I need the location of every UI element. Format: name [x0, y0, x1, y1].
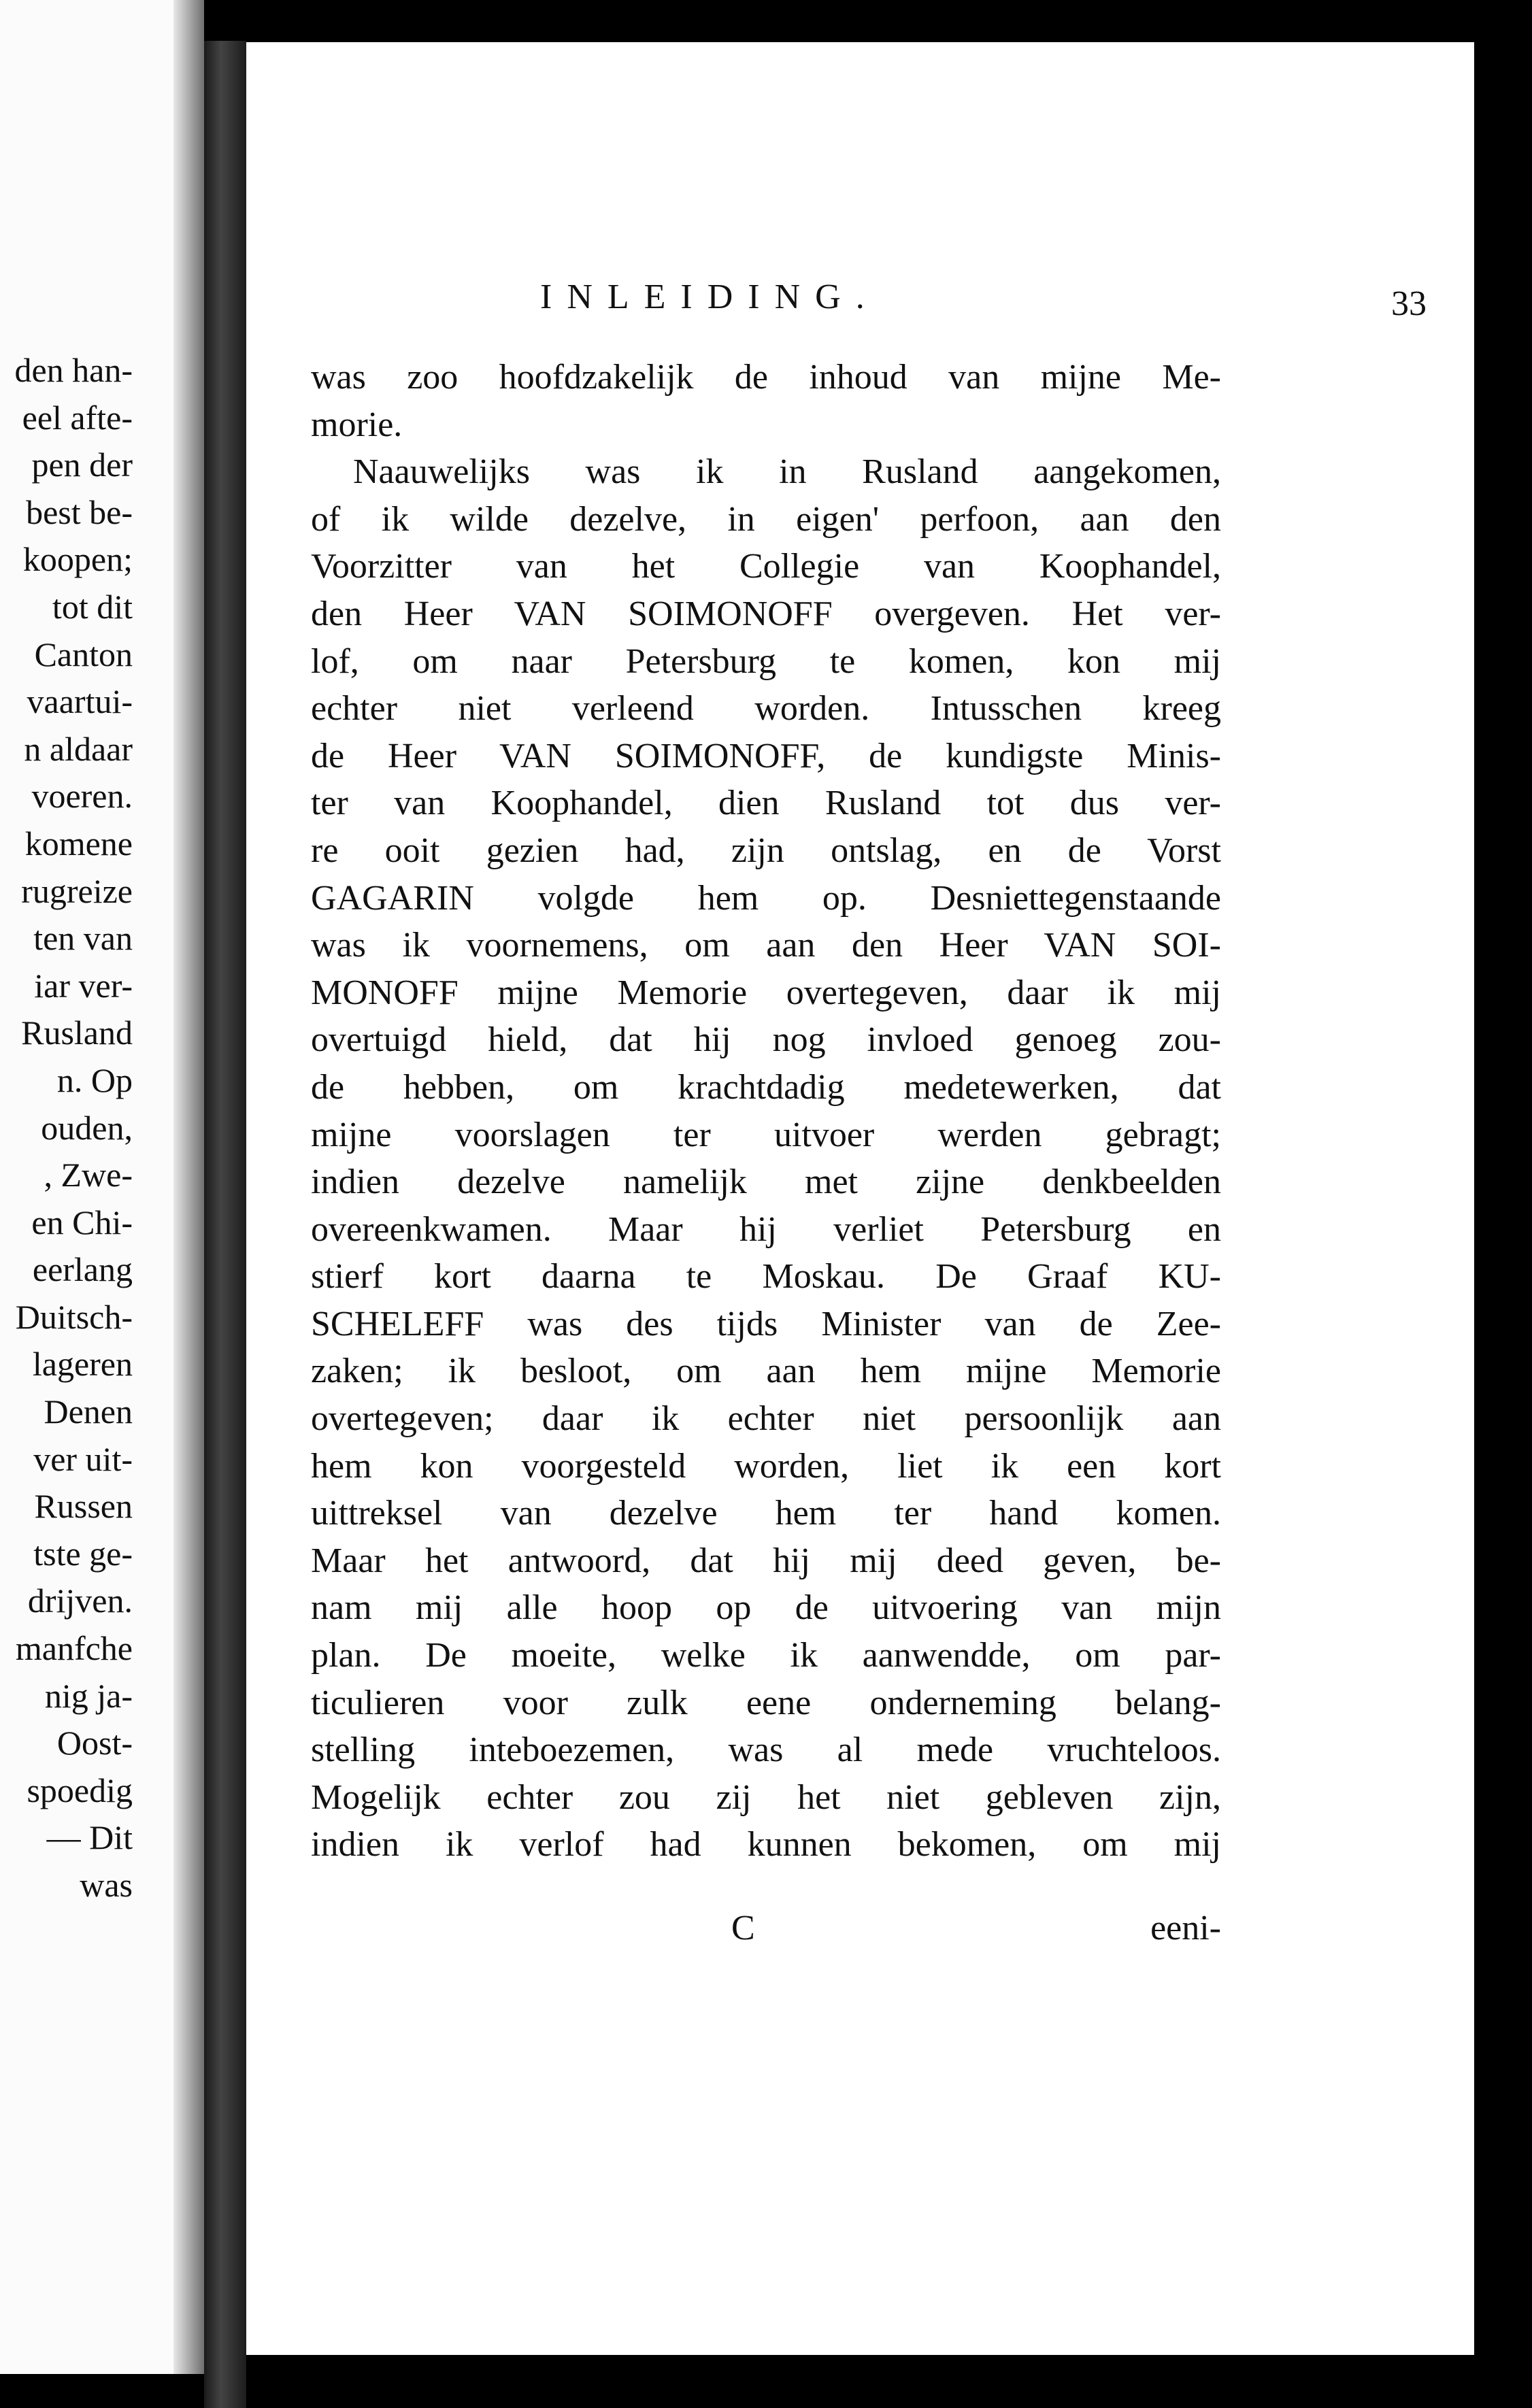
left-page-line: rugreize: [21, 871, 133, 910]
text-line: indien dezelve namelijk met zijne denkbeelden: [311, 1163, 1221, 1202]
left-page-line: ten van: [33, 919, 133, 958]
left-page: [0, 0, 204, 2374]
left-page-line: Duitsch-: [15, 1297, 133, 1336]
left-page-line: Oost-: [56, 1724, 133, 1762]
left-page-line: en Chi-: [31, 1203, 133, 1241]
left-page-line: Russen: [34, 1487, 133, 1526]
left-page-line: vaartui-: [27, 682, 133, 721]
text-line: stelling inteboezemen, was al mede vruchteloos.: [311, 1730, 1221, 1770]
left-page-line: den han-: [14, 351, 133, 389]
left-page-line: eel afte-: [22, 398, 133, 437]
right-page: [246, 42, 1474, 2355]
text-line: plan. De moeite, welke ik aanwendde, om par-: [311, 1636, 1221, 1675]
left-page-line: Rusland: [21, 1014, 133, 1052]
text-line: overtegeven; daar ik echter niet persoonlijk aan: [311, 1399, 1221, 1439]
left-page-line: komene: [24, 824, 133, 863]
left-page-line: tot dit: [52, 587, 133, 626]
text-line: lof, om naar Petersburg te komen, kon mij: [311, 641, 1221, 681]
text-line: re ooit gezien had, zijn ontslag, en de Vorst: [311, 831, 1221, 870]
text-line: Maar het antwoord, dat hij mij deed geven, be-: [311, 1541, 1221, 1580]
text-line: echter niet verleend worden. Intusschen kreeg: [311, 689, 1221, 729]
text-line: mijne voorslagen ter uitvoer werden gebragt;: [311, 1115, 1221, 1154]
left-page-line: ouden,: [41, 1108, 133, 1147]
left-page-line: nig ja-: [44, 1676, 133, 1715]
left-page-line: manfche: [15, 1629, 133, 1668]
running-head: INLEIDING.: [540, 278, 880, 316]
text-line: SCHELEFF was des tijds Minister van de Zee-: [311, 1304, 1221, 1343]
left-page-line: voeren.: [31, 777, 133, 816]
catchword: eeni-: [1150, 1909, 1221, 1947]
text-line: overeenkwamen. Maar hij verliet Petersburg en: [311, 1209, 1221, 1249]
text-line: stierf kort daarna te Moskau. De Graaf KU-: [311, 1257, 1221, 1297]
text-line: ticulieren voor zulk eene onderneming belang-: [311, 1683, 1221, 1722]
text-line: den Heer VAN SOIMONOFF overgeven. Het ver-: [311, 594, 1221, 633]
text-line: de hebben, om krachtdadig medetewerken, dat: [311, 1067, 1221, 1107]
text-line: nam mij alle hoop op de uitvoering van mijn: [311, 1588, 1221, 1628]
signature-mark: C: [731, 1909, 755, 1947]
text-line: morie.: [311, 405, 403, 444]
left-page-line: drijven.: [27, 1582, 133, 1620]
text-line: was zoo hoofdzakelijk de inhoud van mijne Me-: [311, 358, 1221, 397]
text-line: ter van Koophandel, dien Rusland tot dus ver-: [311, 784, 1221, 823]
left-page-line: was: [80, 1866, 133, 1904]
text-line: indien ik verlof had kunnen bekomen, om mij: [311, 1825, 1221, 1864]
text-line: was ik voornemens, om aan den Heer VAN SOI-: [311, 926, 1221, 965]
text-line: Voorzitter van het Collegie van Koophandel,: [311, 547, 1221, 586]
text-line: zaken; ik besloot, om aan hem mijne Memorie: [311, 1352, 1221, 1391]
left-page-line: lageren: [32, 1345, 133, 1384]
left-page-line: eerlang: [32, 1250, 133, 1289]
left-page-line: — Dit: [46, 1818, 133, 1857]
left-page-line: iar ver-: [34, 966, 133, 1005]
left-page-fold: [173, 0, 204, 2374]
left-page-text: [14, 347, 133, 1909]
page-header: [246, 277, 1474, 331]
left-page-line: Denen: [44, 1392, 133, 1431]
left-page-line: , Zwe-: [44, 1156, 133, 1194]
text-line: uittreksel van dezelve hem ter hand komen.: [311, 1494, 1221, 1533]
page-number: 33: [1391, 284, 1427, 323]
body-text: [311, 354, 1221, 1869]
scan-border: [1474, 0, 1532, 2405]
left-page-line: n. Op: [56, 1060, 133, 1099]
text-line: overtuigd hield, dat hij nog invloed genoeg zou-: [311, 1020, 1221, 1060]
text-line: of ik wilde dezelve, in eigen' perfoon, aan den: [311, 499, 1221, 539]
text-line: de Heer VAN SOIMONOFF, de kundigste Minis-: [311, 736, 1221, 775]
left-page-line: pen der: [31, 446, 133, 484]
left-page-line: best be-: [26, 492, 133, 531]
text-line: Mogelijk echter zou zij het niet gebleven zijn,: [311, 1777, 1221, 1817]
left-page-line: n aldaar: [24, 729, 133, 768]
text-line: hem kon voorgesteld worden, liet ik een kort: [311, 1446, 1221, 1486]
left-page-line: ver uit-: [33, 1439, 133, 1478]
left-page-line: tste ge-: [33, 1534, 133, 1573]
book-gutter: [204, 41, 246, 2408]
page-footer: [311, 1908, 1221, 1956]
left-page-line: spoedig: [27, 1771, 133, 1809]
text-line: GAGARIN volgde hem op. Desniettegenstaande: [311, 878, 1221, 918]
text-line: MONOFF mijne Memorie overtegeven, daar ik mij: [311, 973, 1221, 1012]
left-page-line: koopen;: [22, 540, 133, 579]
text-line: Naauwelijks was ik in Rusland aangekomen,: [353, 452, 1221, 492]
left-page-line: Canton: [34, 635, 133, 673]
